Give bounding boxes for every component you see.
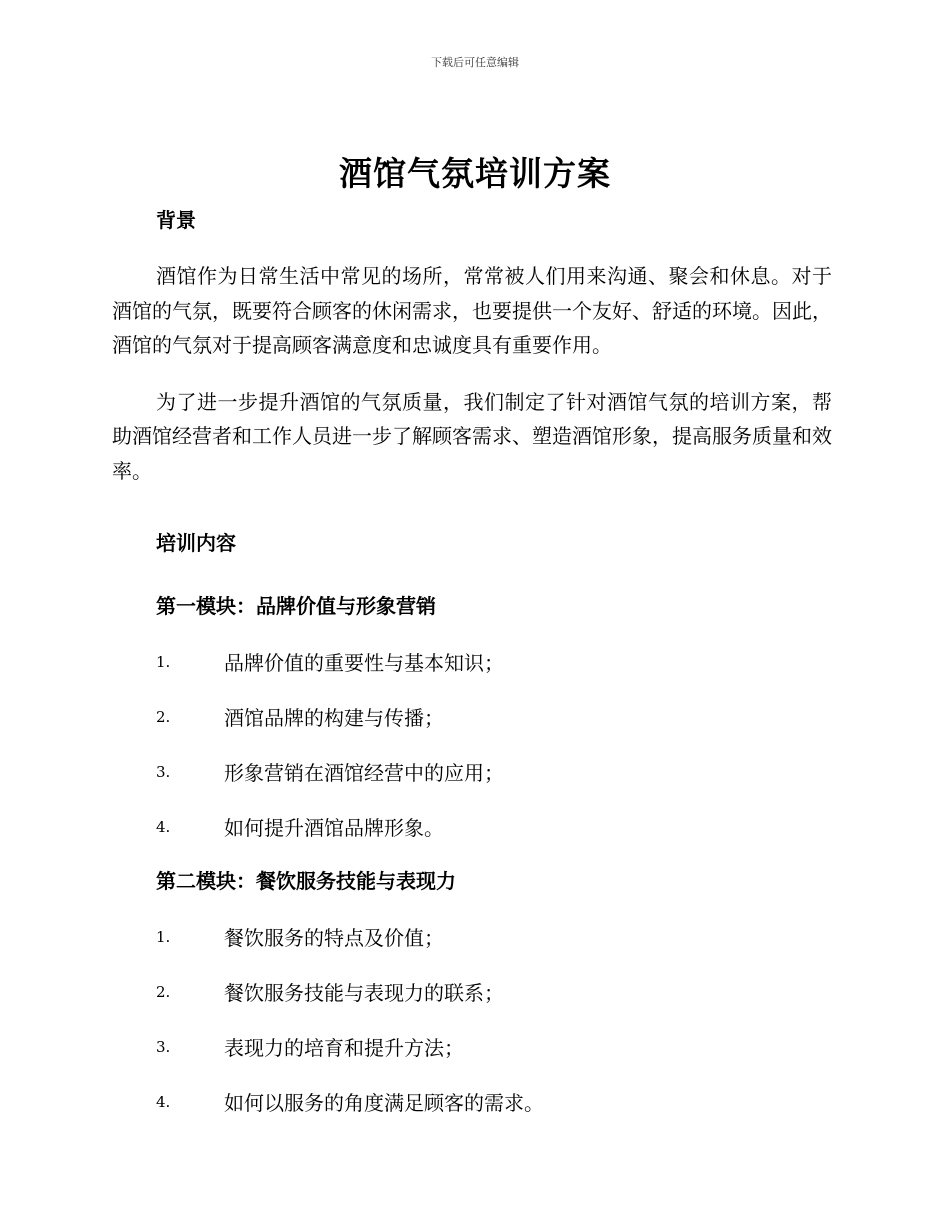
list-item-number: 4. [156, 817, 171, 836]
module-2-list [112, 909, 832, 1129]
list-item-text: 酒馆品牌的构建与传播； [224, 706, 444, 730]
section-heading-training: 培训内容 [156, 531, 236, 555]
list-item-text: 表现力的培育和提升方法； [224, 1036, 464, 1060]
list-item-number: 4. [156, 1092, 171, 1111]
list-item [112, 634, 832, 689]
module-heading-2: 第二模块：餐饮服务技能与表现力 [156, 869, 456, 893]
paragraph: 酒馆作为日常生活中常见的场所，常常被人们用来沟通、聚会和休息。对于酒馆的气氛，既要符合顾客的休闲需求，也要提供一个友好、舒适的环境。因此，酒馆的气氛对于提高顾客满意度和忠诚度具有重要作用。 [112, 264, 832, 357]
list-item-number: 3. [156, 1037, 171, 1056]
list-item-text: 餐饮服务技能与表现力的联系； [224, 981, 504, 1005]
list-item-number: 1. [156, 927, 171, 946]
list-item [112, 799, 832, 854]
paragraph: 为了进一步提升酒馆的气氛质量，我们制定了针对酒馆气氛的培训方案，帮助酒馆经营者和工作人员进一步了解顾客需求、塑造酒馆形象，提高服务质量和效率。 [112, 389, 832, 483]
list-item [112, 689, 832, 744]
list-item-text: 形象营销在酒馆经营中的应用； [224, 761, 504, 785]
document-body [112, 201, 832, 1129]
header-note: 下载后可任意编辑 [431, 56, 519, 69]
list-item [112, 744, 832, 799]
list-item-text: 如何以服务的角度满足顾客的需求。 [224, 1091, 544, 1115]
list-item-number: 2. [156, 707, 171, 726]
list-item [112, 1019, 832, 1074]
list-item [112, 909, 832, 964]
list-item [112, 964, 832, 1019]
list-item-text: 品牌价值的重要性与基本知识； [224, 651, 504, 675]
list-item-text: 如何提升酒馆品牌形象。 [224, 816, 444, 840]
module-1-list [112, 634, 832, 854]
list-item-text: 餐饮服务的特点及价值； [224, 926, 444, 950]
list-item-number: 3. [156, 762, 171, 781]
list-item-number: 2. [156, 982, 171, 1001]
module-heading-1: 第一模块：品牌价值与形象营销 [156, 594, 436, 618]
list-item-number: 1. [156, 652, 171, 671]
document-title: 酒馆气氛培训方案 [339, 154, 611, 193]
list-item [112, 1074, 832, 1129]
section-heading-background: 背景 [156, 208, 196, 232]
